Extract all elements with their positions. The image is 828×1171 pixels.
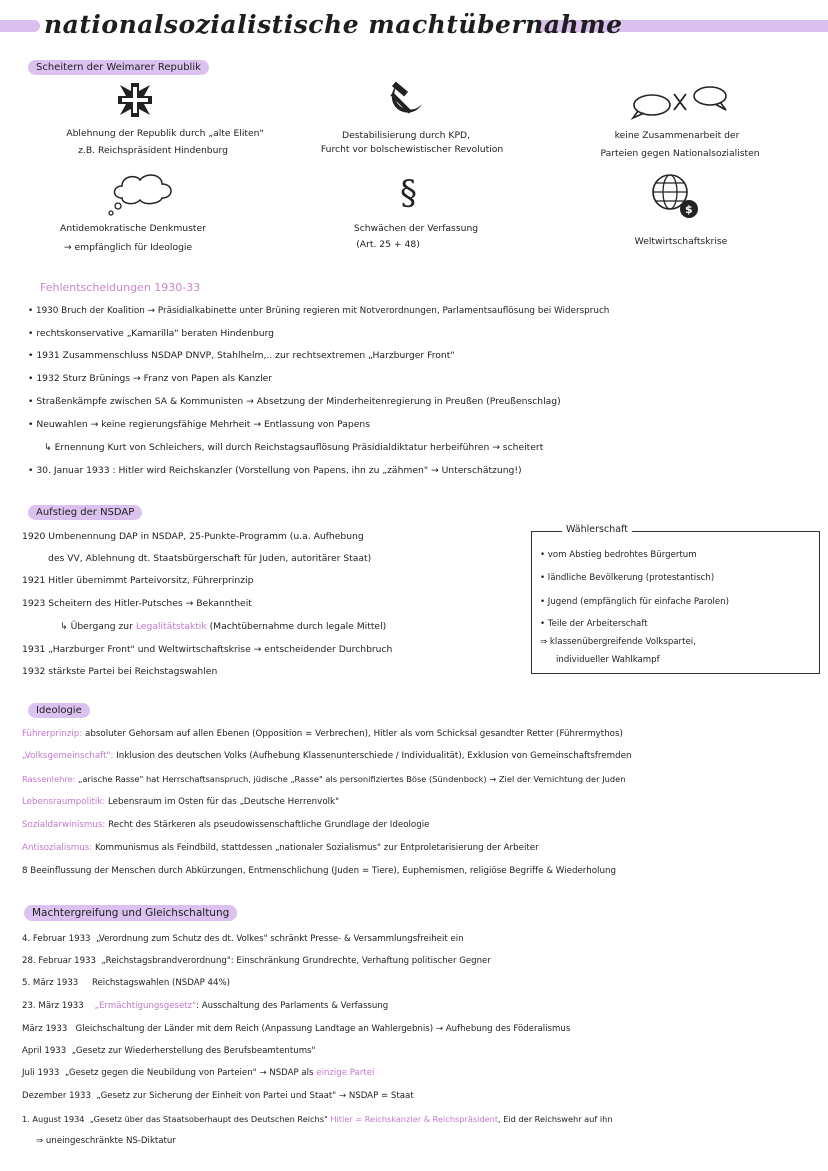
list-item: ↳ Ernennung Kurt von Schleichers, will durch Reichstagsauflösung Präsidialdiktatur herbeiführen → scheitert: [44, 442, 544, 453]
list-item: [60, 621, 386, 633]
list-item: • 1931 Zusammenschluss NSDAP DNVP, Stahlhelm,.. zur rechtsextremen „Harzburger Front": [28, 350, 455, 361]
timeline-text: Reichstagswahlen (NSDAP 44%): [91, 978, 230, 988]
ideology-item: [22, 773, 626, 785]
ideology-term: Führerprinzip:: [22, 729, 83, 739]
thought-cloud-icon: [104, 168, 180, 218]
list-item: 1923 Scheitern des Hitler-Putsches → Bekanntheit: [22, 598, 252, 609]
ideology-text: Kommunismus als Feindbild, stattdessen „nationaler Sozialismus" zur Entproletarisierung der Arbeiter: [94, 843, 539, 853]
timeline-item: [22, 1113, 613, 1125]
timeline-item: [22, 1023, 570, 1035]
list-item: • 1932 Sturz Brünings → Franz von Papen als Kanzler: [28, 373, 273, 384]
globe-dollar-icon: [650, 172, 700, 220]
ideology-term: Antisozialismus:: [22, 843, 93, 853]
timeline-suffix: , Eid der Reichswehr auf ihn: [498, 1114, 613, 1124]
section-header-weimar: Scheitern der Weimarer Republik: [28, 60, 209, 75]
page-title: nationalsozialistische machtübernahme: [44, 10, 623, 39]
section-header-fehlentscheidungen: Fehlentscheidungen 1930-33: [40, 281, 201, 294]
list-item: • ländliche Bevölkerung (protestantisch): [540, 573, 715, 583]
cause-text: (Art. 25 + 48): [356, 239, 420, 250]
list-item: • 30. Januar 1933 : Hitler wird Reichskanzler (Vorstellung von Papens, ihn zu „zähmen" → Unterschätzung!): [28, 465, 522, 476]
timeline-pink: einzige Partei: [316, 1068, 375, 1078]
list-item: • Neuwahlen → keine regierungsfähige Mehrheit → Entlassung von Papens: [28, 419, 370, 430]
ideology-item: [22, 819, 430, 831]
list-item: 1921 Hitler übernimmt Parteivorsitz, Führerprinzip: [22, 575, 254, 586]
speech-bubbles-icon: [630, 80, 730, 120]
timeline-date: 5. März 1933: [22, 978, 79, 988]
timeline-item: [22, 955, 491, 967]
cause-text: Weltwirtschaftskrise: [634, 236, 728, 247]
ideology-text: Lebensraum im Osten für das „Deutsche Herrenvolk": [108, 797, 340, 807]
list-item: • Jugend (empfänglich für einfache Parolen): [540, 597, 729, 607]
ideology-term: Sozialdarwinismus:: [22, 820, 106, 830]
timeline-date: 1. August 1934: [22, 1114, 85, 1124]
ideology-text: Recht des Stärkeren als pseudowissenschaftliche Grundlage der Ideologie: [108, 820, 430, 830]
timeline-date: 4. Februar 1933: [22, 934, 91, 944]
list-item: • 1930 Bruch der Koalition → Präsidialkabinette unter Brüning regieren mit Notverordnungen, Parlamentsauflösung bei Widerspruch: [28, 306, 610, 316]
timeline-date: März 1933: [22, 1024, 68, 1034]
svg-text:§: §: [400, 173, 417, 210]
svg-text:$: $: [685, 203, 693, 216]
cause-text: Schwächen der Verfassung: [353, 223, 479, 234]
list-item: • vom Abstieg bedrohtes Bürgertum: [540, 550, 697, 560]
timeline-pink: „Ermächtigungsgesetz": [94, 1001, 197, 1011]
ideology-text: Inklusion des deutschen Volks (Aufhebung Klassenunterschiede / Individualität), Exklusion von Gemeinschaftsfremden: [116, 751, 632, 761]
timeline-item: [22, 1090, 414, 1102]
timeline-text: „Gesetz zur Wiederherstellung des Berufsbeamtentums": [71, 1046, 316, 1056]
ideology-text: „arische Rasse" hat Herrschaftsanspruch, jüdische „Rasse" als personifiziertes Böse (Sündenbock) → Ziel der Vernichtung der Juden: [78, 774, 626, 784]
hammer-sickle-icon: [384, 78, 426, 120]
section-header-machtergreifung: Machtergreifung und Gleichschaltung: [24, 905, 237, 921]
timeline-date: Juli 1933: [22, 1068, 60, 1078]
cause-text: Furcht vor bolschewistischer Revolution: [320, 144, 504, 155]
timeline-item: [22, 1000, 388, 1012]
timeline-item: [36, 1135, 176, 1147]
timeline-text: : Ausschaltung des Parlaments & Verfassung: [196, 1001, 389, 1011]
list-item: 1932 stärkste Partei bei Reichstagswahlen: [22, 666, 218, 677]
legal-prefix: ↳ Übergang zur: [60, 621, 133, 632]
timeline-item: [22, 933, 464, 945]
list-item: • Teile der Arbeiterschaft: [540, 619, 648, 629]
cause-text: Ablehnung der Republik durch „alte Eliten": [66, 128, 264, 139]
timeline-item: [22, 977, 230, 989]
ideology-item: [22, 728, 623, 740]
list-item: 1931 „Harzburger Front" und Weltwirtschaftskrise → entscheidender Durchbruch: [22, 644, 393, 655]
section-header-aufstieg: Aufstieg der NSDAP: [28, 505, 142, 520]
ideology-item: [22, 796, 339, 808]
paragraph-icon: [398, 172, 420, 210]
waehlerschaft-label: Wählerschaft: [562, 524, 632, 535]
legal-suffix: (Machtübernahme durch legale Mittel): [209, 621, 387, 632]
timeline-date: Dezember 1933: [22, 1091, 91, 1101]
list-item: • rechtskonservative „Kamarilla" beraten Hindenburg: [28, 328, 275, 339]
ideology-item: [22, 842, 539, 854]
ideology-term: Rassenlehre:: [22, 774, 76, 784]
cause-text: z.B. Reichspräsident Hindenburg: [78, 145, 228, 156]
cause-text: → empfänglich für Ideologie: [63, 242, 193, 253]
timeline-date: 28. Februar 1933: [22, 956, 96, 966]
legal-term: Legalitätstaktik: [135, 621, 207, 632]
list-item: individueller Wahlkampf: [556, 655, 660, 665]
cause-text: keine Zusammenarbeit der: [614, 130, 740, 141]
ideology-text: 8 Beeinflussung der Menschen durch Abkürzungen, Entmenschlichung (Juden = Tiere), Euphemismen, religiöse Begriffe & Wiederholung: [22, 866, 616, 876]
list-item: des VV, Ablehnung dt. Staatsbürgerschaft für Juden, autoritärer Staat): [48, 553, 372, 564]
timeline-text: „Gesetz über das Staatsoberhaupt des Deutschen Reichs": [89, 1114, 328, 1124]
timeline-text: „Verordnung zum Schutz des dt. Volkes" schränkt Presse- & Versammlungsfreiheit ein: [96, 934, 464, 944]
timeline-text: Gleichschaltung der Länder mit dem Reich (Anpassung Landtage an Wahlergebnis) → Aufhebung des Föderalismus: [75, 1024, 571, 1034]
iron-cross-icon: [116, 81, 154, 119]
timeline-pink: Hitler = Reichskanzler & Reichspräsident: [330, 1114, 499, 1124]
ideology-term: „Volksgemeinschaft":: [22, 751, 114, 761]
list-item: • Straßenkämpfe zwischen SA & Kommunisten → Absetzung der Minderheitenregierung in Preußen (Preußenschlag): [28, 396, 561, 407]
ideology-text: absoluter Gehorsam auf allen Ebenen (Opposition = Verbrechen), Hitler als vom Schicksal gesandter Retter (Führermythos): [85, 729, 623, 739]
timeline-text: ⇒ uneingeschränkte NS-Diktatur: [36, 1136, 176, 1146]
section-header-ideologie: Ideologie: [28, 703, 90, 718]
timeline-item: [22, 1067, 374, 1079]
title-highlight-left: [0, 20, 40, 32]
timeline-text: „Reichstagsbrandverordnung": Einschränkung Grundrechte, Verhaftung politischer Gegner: [101, 956, 491, 966]
timeline-text: „Gesetz gegen die Neubildung von Parteien" → NSDAP als: [64, 1068, 314, 1078]
ideology-term: Lebensraumpolitik:: [22, 797, 106, 807]
timeline-date: 23. März 1933: [22, 1001, 84, 1011]
ideology-item: [22, 750, 631, 762]
timeline-item: [22, 1045, 316, 1057]
list-item: 1920 Umbenennung DAP in NSDAP, 25-Punkte-Programm (u.a. Aufhebung: [22, 531, 364, 542]
timeline-date: April 1933: [22, 1046, 67, 1056]
timeline-text: „Gesetz zur Sicherung der Einheit von Partei und Staat" → NSDAP = Staat: [96, 1091, 414, 1101]
cause-text: Destabilisierung durch KPD,: [342, 130, 470, 141]
list-item: ⇒ klassenübergreifende Volkspartei,: [540, 637, 696, 647]
cause-text: Antidemokratische Denkmuster: [60, 223, 206, 234]
ideology-item: [22, 865, 616, 877]
cause-text: Parteien gegen Nationalsozialisten: [600, 148, 760, 159]
